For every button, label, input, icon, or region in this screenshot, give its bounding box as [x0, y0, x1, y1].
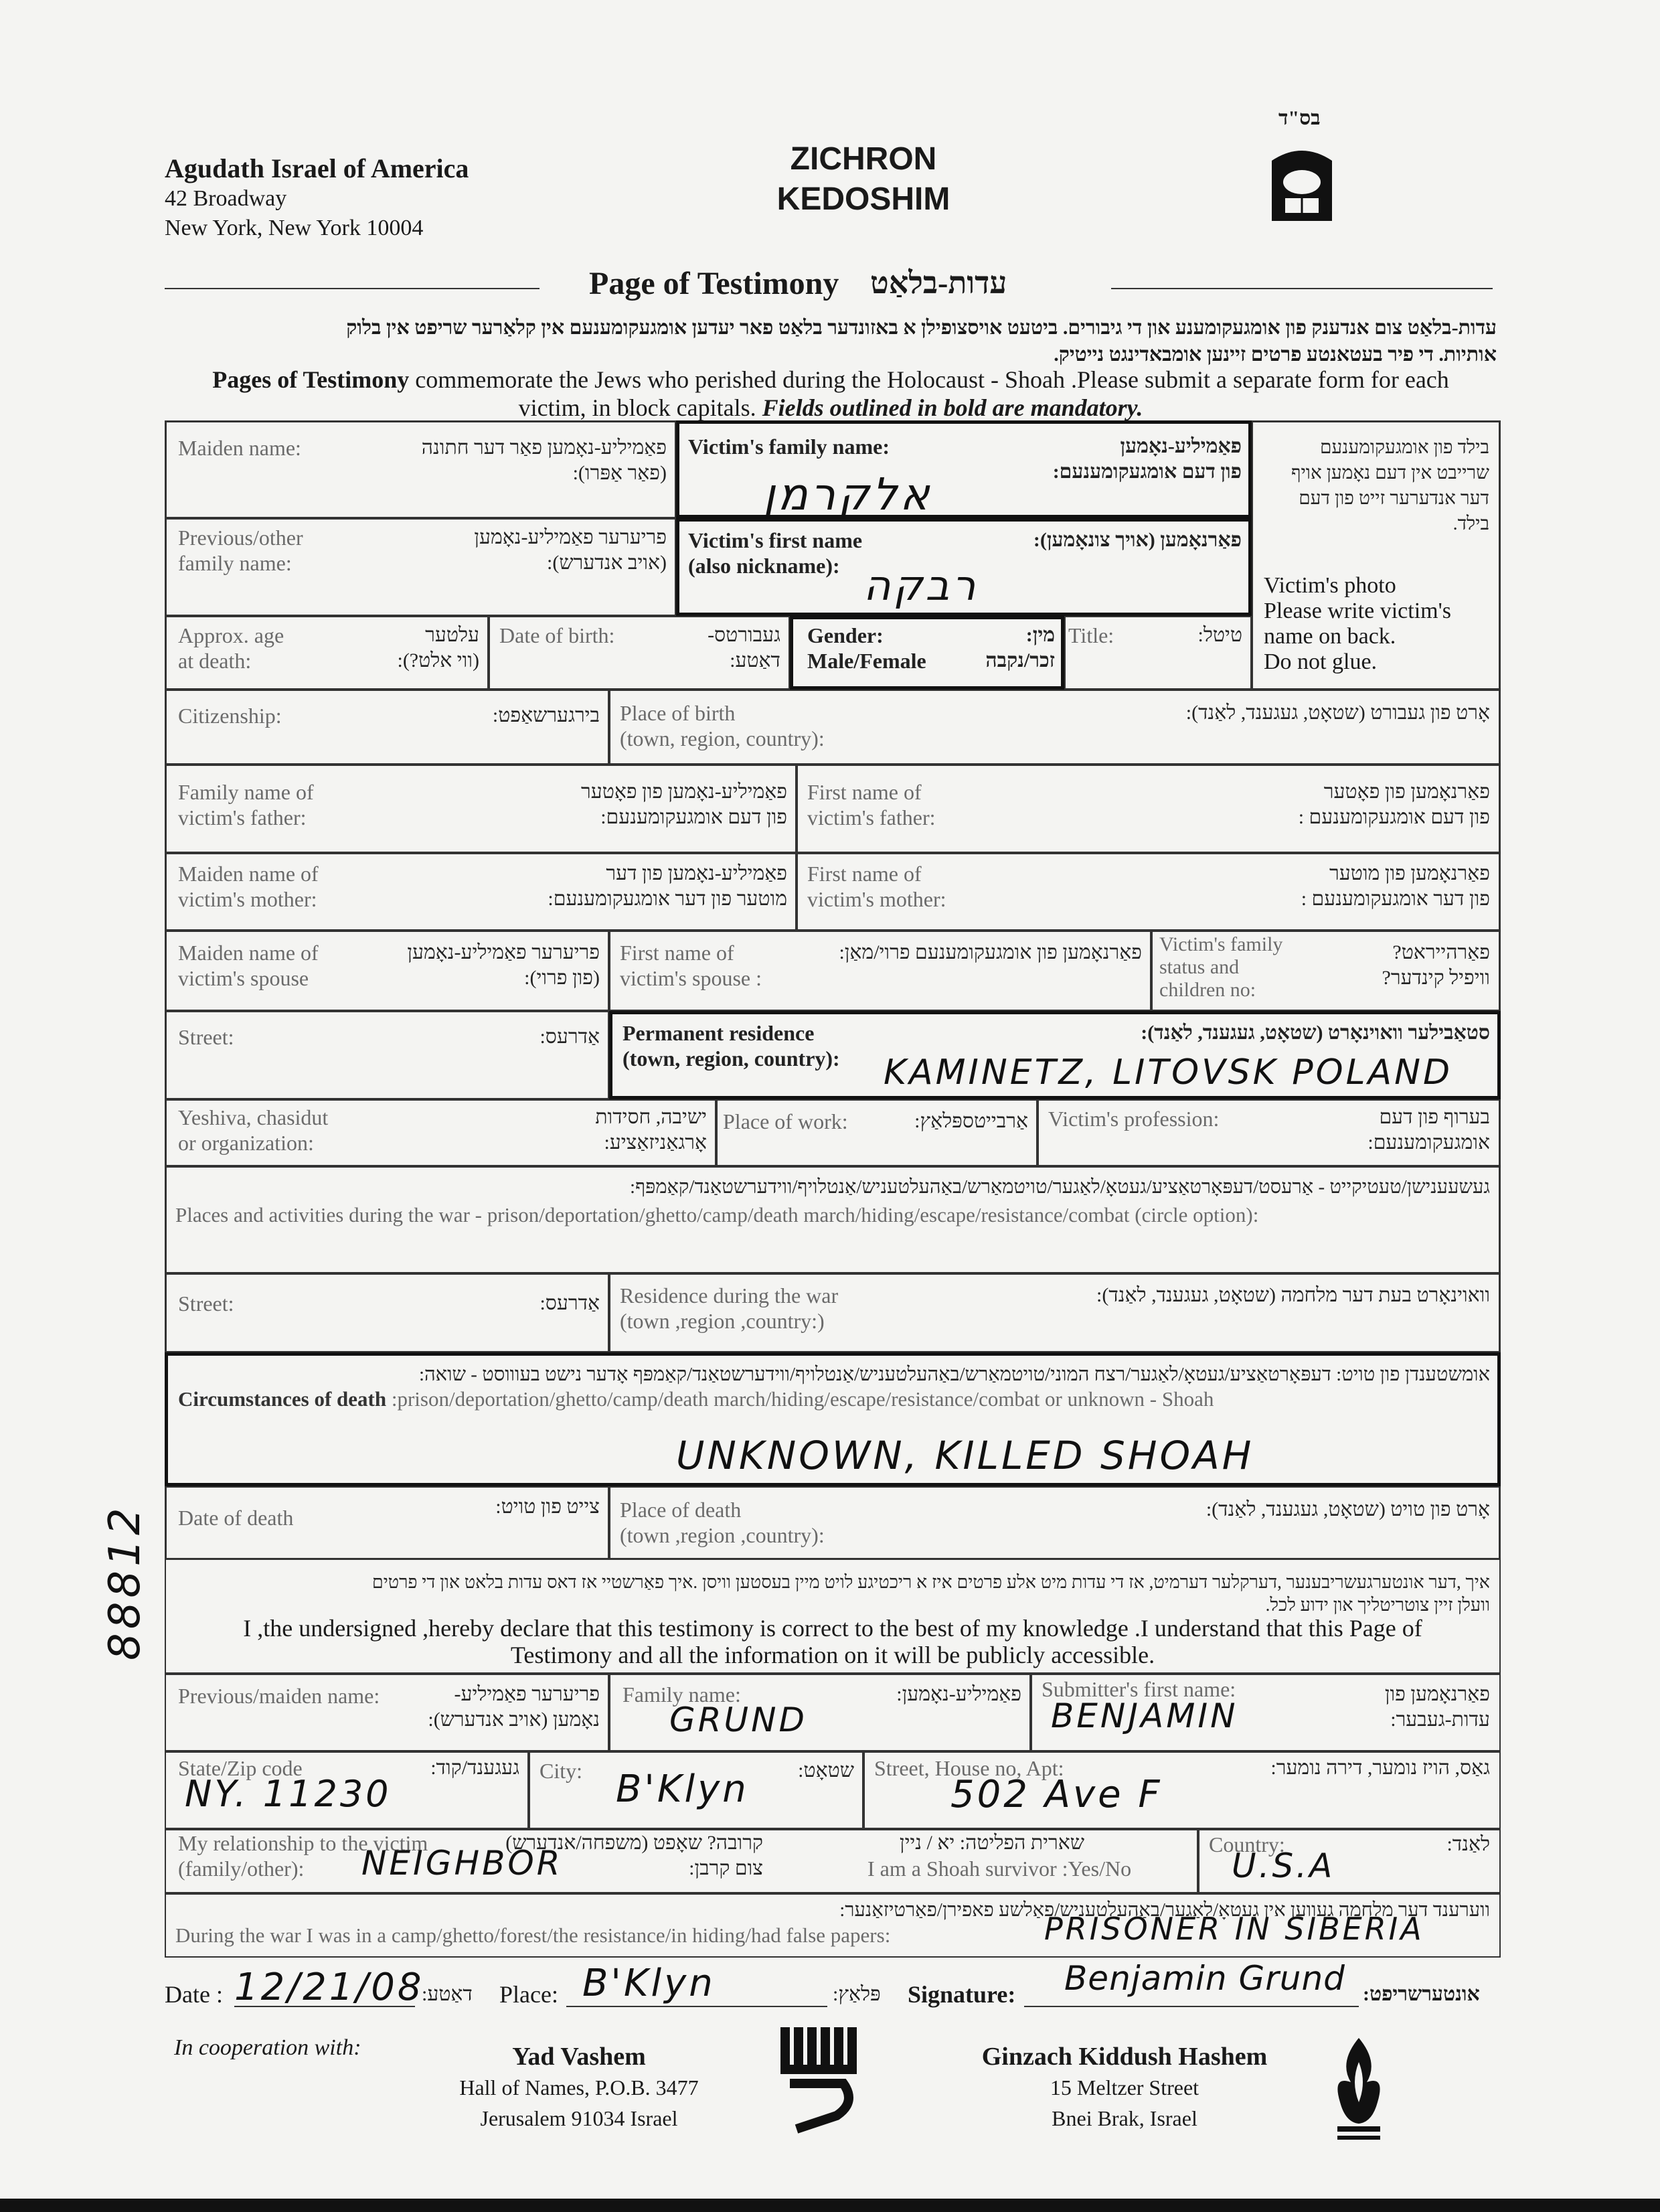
victim-family-name-label-hebrew: פאַמיליע-נאָמען פון דעם אומגעקומענעם:	[1052, 435, 1242, 483]
intro-english-bold: Pages of Testimony	[212, 366, 410, 393]
submitter-prev-name-label-hebrew: פריערער פאַמיליע- נאָמען (אויב אנדערש):	[428, 1683, 600, 1731]
age-at-death-label-hebrew: עלטער (ווי אלט?):	[397, 624, 479, 672]
title-label: Title:	[1068, 623, 1114, 647]
submitter-zip-label: State/Zip code	[178, 1756, 303, 1780]
victim-first-name-label-hebrew: פאַרנאָמען (אויך צונאָמען):	[1033, 529, 1242, 551]
declaration-hebrew: איך ,דער אונטערגעשריבענער ,דערקלער דערמיט, אז די עדות מיט אלע פרטים איז א ריכטיגע לויט מיין בעסטען וויסן .איך פאַרשטיי אז דאס עדות בלאט און די פרטים וועלן זיין צוטריטליך און ידוע לכל.	[371, 1572, 1490, 1615]
scan-edge	[0, 2199, 1660, 2212]
date-value[interactable]: 12/21/08	[234, 1966, 424, 2009]
agudath-logo-icon	[1265, 141, 1339, 228]
org-name: Agudath Israel of America	[165, 153, 469, 183]
places-activities-label: Places and activities during the war - prison/deportation/ghetto/camp/death march/hiding/escape/resistance/combat (circle option):	[175, 1203, 1259, 1227]
signature-label: Signature:	[908, 1981, 1016, 2008]
submitter-relationship-label: My relationship to the victim (family/other):	[178, 1831, 428, 1881]
submitter-prev-name-label: Previous/maiden name:	[178, 1684, 380, 1708]
org-address-line2: New York, New York 10004	[165, 216, 424, 240]
title-label-hebrew: טיטל:	[1197, 624, 1242, 646]
submitter-city-label: City:	[540, 1759, 583, 1783]
declaration-english-line2: Testimony and all the information on it will be publicly accessible.	[510, 1642, 1155, 1668]
date-of-birth-label: Date of birth:	[499, 623, 615, 647]
circumstances-label	[178, 1387, 1214, 1411]
circumstances-label-text: :prison/deportation/ghetto/camp/death march/hiding/escape/resistance/combat or unknown - Shoah	[386, 1387, 1214, 1411]
family-status-label-hebrew: פאַרהייראט? וויפיל קינדער?	[1382, 941, 1490, 989]
war-street-label: Street:	[178, 1291, 234, 1316]
submitter-relationship-label-hebrew: קרובה? שאָפט (משפחה/אנדערש) צום קרבן:	[505, 1832, 763, 1879]
during-war-value[interactable]: PRISONER IN SIBERIA	[1044, 1911, 1424, 1947]
declaration-english	[165, 1615, 1501, 1668]
submitter-country-value[interactable]: U.S.A	[1232, 1846, 1335, 1885]
spouse-first-name-label: First name of victim's spouse :	[620, 941, 762, 990]
submitter-street-value[interactable]: 502 Ave F	[950, 1773, 1163, 1816]
signature-value[interactable]: Benjamin Grund	[1064, 1959, 1345, 1998]
photo-instructions: Victim's photo Please write victim's name on back. Do not glue.	[1264, 573, 1451, 674]
war-street-label-hebrew: אַדרעס:	[540, 1292, 600, 1314]
ginzach-name: Ginzach Kiddush Hashem	[981, 2043, 1268, 2071]
victim-family-name-value[interactable]: אלקרמן	[763, 469, 932, 520]
place-underline	[566, 2006, 827, 2007]
places-activities-label-hebrew: געשעענישן/טעטיקייט - אַרעסט/דעפּאָרטאַציע/געטאָ/לאַגער/טויטמאַרש/באַהעלטעניש/אַנטלויף/ווידערשטאַנד/קאַמפּף:	[630, 1176, 1490, 1198]
form-title-line1: ZICHRON	[790, 141, 937, 177]
profession-label: Victim's profession:	[1048, 1107, 1220, 1131]
circumstances-label-bold: Circumstances of death	[178, 1387, 387, 1411]
citizenship-label-hebrew: בירגערשאַפט:	[492, 704, 600, 726]
date-label-hebrew: דאַטע:	[422, 1983, 473, 2005]
intro-english-mandatory: Fields outlined in bold are mandatory.	[762, 394, 1143, 421]
yad-vashem-logo-icon	[776, 2022, 863, 2136]
form-title-line2: KEDOSHIM	[776, 181, 950, 217]
survivor-label: I am a Shoah survivor :Yes/No	[867, 1856, 1132, 1881]
maiden-name-label: Maiden name:	[178, 436, 301, 460]
maiden-name-label-hebrew: פאַמיליע-נאָמען פאַר דער חתונה (פאַר אַפּרו):	[421, 437, 667, 484]
submitter-zip-value[interactable]: NY. 11230	[185, 1773, 392, 1815]
citizenship-label: Citizenship:	[178, 704, 282, 728]
previous-family-name-label: Previous/other family name:	[178, 526, 303, 575]
yeshiva-label-hebrew: ישיבה, חסידות אָרגאַניזאַציע:	[595, 1106, 707, 1154]
page-of-testimony-title: Page of Testimony	[589, 266, 839, 301]
permanent-residence-label: Permanent residence (town, region, country):	[622, 1021, 840, 1071]
father-family-name-label: Family name of victim's father:	[178, 780, 314, 830]
family-status-label: Victim's family status and children no:	[1159, 933, 1283, 1001]
circumstances-label-hebrew: אומשטענדן פון טויט: דעפּאָרטאַציע/געטאָ/לאַגער/רצח המוני/טויטמאַרש/באַהעלטעניש/אַנטלויף/ווידערשטאַנד/קאַמפּף אָדער נישט בעוווסט - שואה:	[418, 1364, 1490, 1385]
submitter-zip-label-hebrew: געגענד/קוד:	[430, 1757, 519, 1779]
intro-english-text2: victim, in block capitals.	[518, 394, 762, 421]
side-reference-number: 88812	[100, 1504, 150, 1660]
submitter-city-label-hebrew: שטאָט:	[798, 1759, 854, 1782]
war-residence-label-hebrew: וואוינאָרט בעת דער מלחמה (שטאָט, געגענד, לאַנד):	[1096, 1284, 1490, 1306]
intro-english-text: commemorate the Jews who perished during the Holocaust - Shoah .Please submit a separate form for each	[409, 366, 1449, 393]
yad-vashem-name: Yad Vashem	[512, 2043, 646, 2071]
intro-english	[165, 366, 1497, 422]
place-of-birth-label: Place of birth (town, region, country):	[620, 701, 825, 750]
date-of-death-label: Date of death	[178, 1506, 294, 1530]
mother-maiden-name-label: Maiden name of victim's mother:	[178, 862, 319, 911]
yad-vashem-address2: Jerusalem 91034 Israel	[480, 2106, 678, 2130]
submitter-relationship-value[interactable]: NEIGHBOR	[361, 1844, 563, 1883]
victim-first-name-value[interactable]: רבקה	[863, 561, 979, 610]
submitter-street-label: Street, House no, Apt:	[874, 1756, 1064, 1780]
ginzach-address1: 15 Meltzer Street	[1050, 2075, 1199, 2100]
submitter-country-label-hebrew: לאַנד:	[1446, 1833, 1490, 1855]
submitter-city-value[interactable]: B'Klyn	[616, 1767, 749, 1811]
street-label: Street:	[178, 1025, 234, 1049]
place-of-birth-label-hebrew: אָרט פון געבורט (שטאָט, געגענד, לאַנד):	[1185, 702, 1490, 724]
during-war-label-hebrew: ווערענד דער מלחמה געווען אין געטאָ/לאַגער/באַהעלטעניש/פאַלשע פאפירן/פאַרטיזאַנער:	[839, 1899, 1490, 1921]
submitter-family-name-label-hebrew: פאַמיליע-נאָמען:	[896, 1683, 1021, 1705]
submitter-first-name-label: Submitter's first name:	[1042, 1677, 1236, 1701]
photo-instructions-hebrew: בילד פון אומגעקומענעם שרייבט אין דעם נאָמען אויף דער אנדערער זייט פון דעם בילד.	[1291, 437, 1489, 534]
gender-label: Gender: Male/Female	[807, 623, 926, 673]
street-label-hebrew: אַדרעס:	[540, 1026, 600, 1048]
yeshiva-label: Yeshiva, chasidut or organization:	[178, 1105, 329, 1155]
gender-label-hebrew: מין: זכר/נקבה	[985, 624, 1055, 672]
submitter-first-name-label-hebrew: פאַרנאָמען פון עדות-געבער:	[1384, 1683, 1490, 1731]
signature-underline	[1024, 2006, 1359, 2007]
submitter-street-label-hebrew: גאַס, הויז נומער, דירה נומער:	[1270, 1757, 1490, 1779]
previous-family-name-label-hebrew: פריערער פאַמיליע-נאָמען (אויב אנדערש):	[474, 526, 667, 574]
org-address-line1: 42 Broadway	[165, 186, 287, 211]
circumstances-of-death-value[interactable]: UNKNOWN, KILLED SHOAH	[676, 1433, 1254, 1478]
survivor-label-hebrew: שארית הפליטה: יא / ניין	[899, 1832, 1084, 1854]
ginzach-flame-logo-icon	[1325, 2035, 1392, 2142]
submitter-family-name-label: Family name:	[622, 1682, 741, 1707]
title-rule-left	[165, 288, 540, 289]
mother-first-name-label-hebrew: פאַרנאָמען פון מוטער פון דער אומגעקומענעם :	[1301, 862, 1490, 910]
submitter-first-name-value[interactable]: BENJAMIN	[1051, 1696, 1238, 1735]
date-of-death-label-hebrew: צייט פון טויט:	[495, 1496, 600, 1518]
declaration-english-line1: I ,the undersigned ,hereby declare that this testimony is correct to the best of my knowledge .I understand that this Page of	[243, 1615, 1422, 1642]
submitter-country-label: Country:	[1209, 1832, 1285, 1856]
ginzach-address2: Bnei Brak, Israel	[1052, 2106, 1197, 2130]
title-rule-right	[1111, 288, 1493, 289]
father-family-name-label-hebrew: פאַמיליע-נאָמען פון פאָטער פון דעם אומגעקומענעם:	[581, 781, 787, 828]
war-residence-label: Residence during the war (town ,region ,country:)	[620, 1283, 839, 1333]
date-underline	[234, 2006, 415, 2007]
father-first-name-label: First name of victim's father:	[807, 780, 936, 830]
date-of-birth-label-hebrew: געבורטס- דאַטע:	[708, 624, 780, 672]
submitter-family-name-value[interactable]: GRUND	[669, 1701, 807, 1739]
father-first-name-label-hebrew: פאַרנאָמען פון פאָטער פון דעם אומגעקומענעם :	[1298, 781, 1490, 828]
yad-vashem-address1: Hall of Names, P.O.B. 3477	[459, 2075, 699, 2100]
place-label-hebrew: פּלאַץ:	[833, 1983, 881, 2005]
page-of-testimony-title-hebrew: עדות-בלאַט	[870, 266, 1007, 300]
place-of-death-label-hebrew: אָרט פון טויט (שטאָט, געגענד, לאַנד):	[1206, 1498, 1490, 1520]
place-of-work-label-hebrew: אַרבייטספּלאַץ:	[914, 1110, 1028, 1132]
during-war-label: During the war I was in a camp/ghetto/forest/the resistance/in hiding/had false papers:	[175, 1923, 891, 1947]
victim-first-name-label: Victim's first name (also nickname):	[688, 528, 863, 578]
spouse-maiden-name-label-hebrew: פריערער פאַמיליע-נאָמען (פון פרוי):	[407, 941, 600, 989]
signature-label-hebrew: אונטערשריפט:	[1363, 1983, 1480, 2005]
place-label: Place:	[499, 1981, 558, 2008]
intro-hebrew: עדות-בלאַט צום אנדענק פון אומגעקומענע און די גיבורים. ביטעט אויסצופילן א באזונדער בלאַט פאר יעדען אומגעקומענעם אין קלאַרער שריפט אין בלוק אותיות. די פיר בעטאנטע פרטים זיינען אומבאדינגט נייטיק.	[346, 317, 1497, 366]
date-label: Date :	[165, 1981, 223, 2008]
permanent-residence-value[interactable]: KAMINETZ, LITOVSK POLAND	[884, 1052, 1453, 1093]
place-value[interactable]: B'Klyn	[582, 1962, 716, 2005]
place-of-death-label: Place of death (town ,region ,country):	[620, 1498, 825, 1547]
place-of-work-label: Place of work:	[723, 1109, 848, 1133]
age-at-death-label: Approx. age at death:	[178, 623, 284, 673]
mother-first-name-label: First name of victim's mother:	[807, 862, 946, 911]
spouse-maiden-name-label: Maiden name of victim's spouse	[178, 941, 319, 990]
profession-label-hebrew: בערוף פון דעם אומגעקומענעם:	[1367, 1106, 1490, 1154]
bsd-mark: בס"ד	[1278, 107, 1321, 129]
permanent-residence-label-hebrew: סטאַבילער וואוינאָרט (שטאָט, געגענד, לאַנד):	[1141, 1022, 1490, 1044]
cooperation-label: In cooperation with:	[174, 2035, 361, 2060]
mother-maiden-name-label-hebrew: פאַמיליע-נאָמען פון דער מוטער פון דער אומגעקומענעם:	[548, 862, 787, 910]
spouse-first-name-label-hebrew: פאַרנאָמען פון אומגעקומענעם פרוי/מאַן:	[839, 941, 1142, 963]
victim-family-name-label: Victim's family name:	[688, 434, 890, 459]
